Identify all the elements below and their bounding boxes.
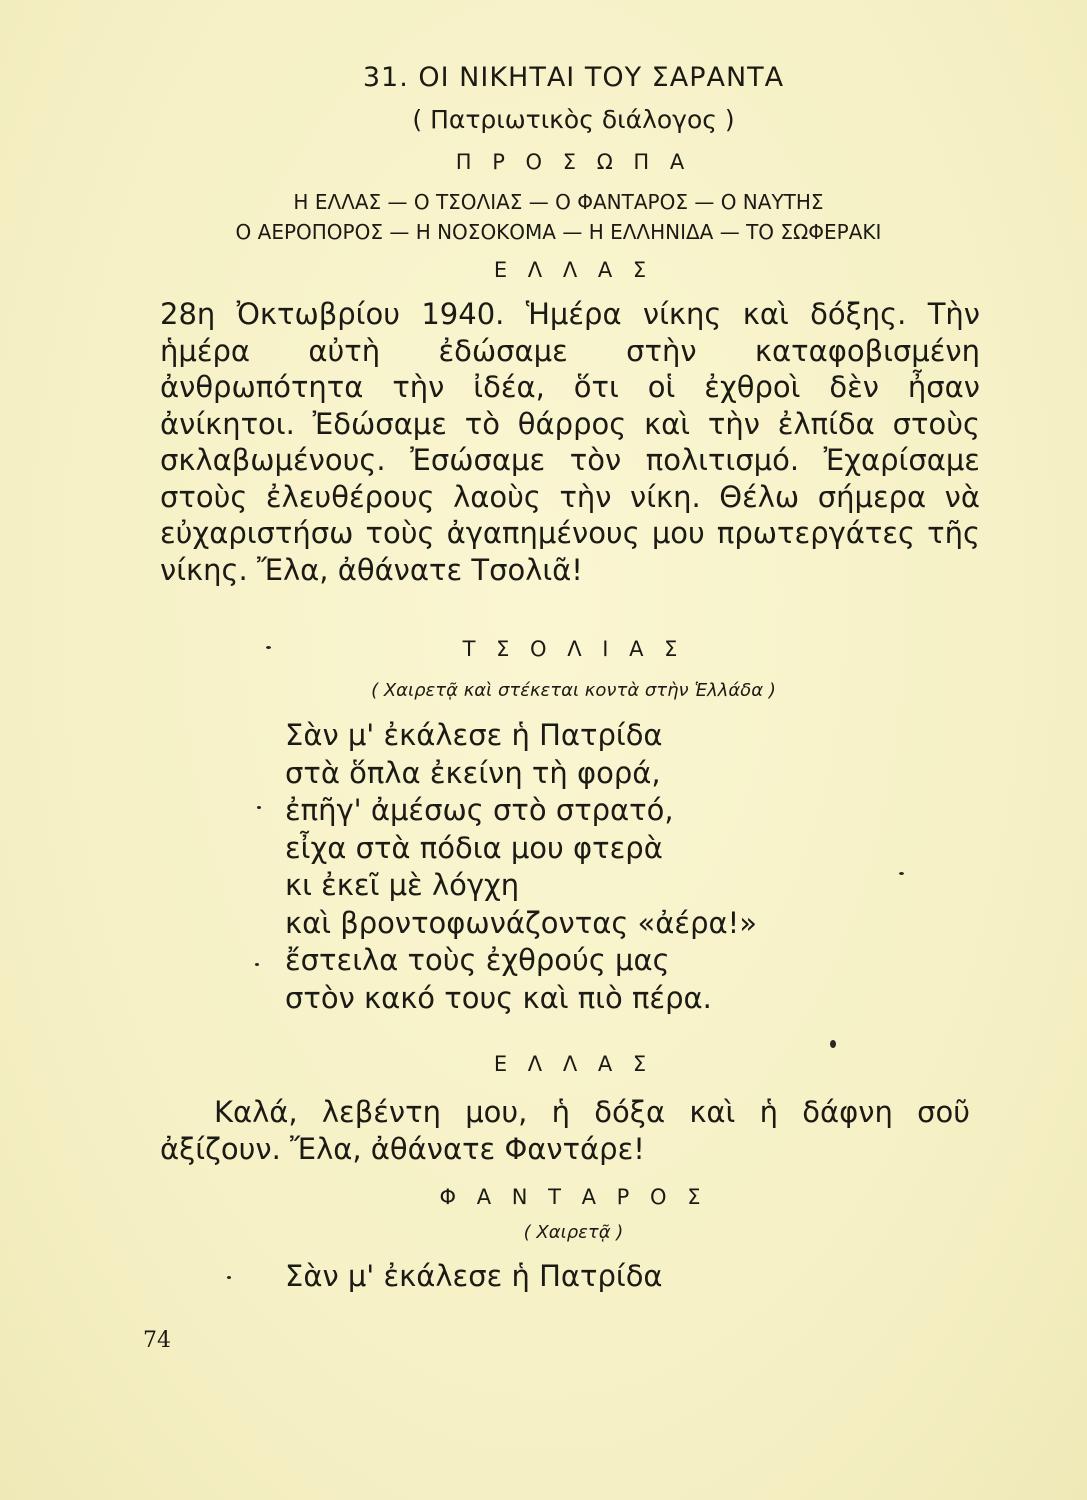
verse-line: στὸν κακό τους καὶ πιὸ πέρα.	[285, 980, 712, 1015]
speaker-heading-ellas-2: Ε Λ Λ Α Σ	[493, 1052, 654, 1076]
verse-line: στὰ ὅπλα ἐκείνη τὴ φορά,	[285, 755, 661, 790]
print-speck	[899, 872, 904, 875]
verse-line: καὶ βροντοφωνάζοντας «ἀέρα!»	[285, 905, 757, 940]
verse-line: Σὰν μ' ἐκάλεσε ἡ Πατρίδα	[285, 718, 663, 752]
stage-direction-fantaros: ( Χαιρετᾷ )	[523, 1222, 624, 1243]
print-speck	[227, 1276, 231, 1279]
verse-line: εἶχα στὰ πόδια μου φτερὰ	[285, 830, 663, 865]
print-speck	[830, 1040, 836, 1048]
speech-ellas-1: 28η Ὀκτωβρίου 1940. Ἡμέρα νίκης καὶ δόξης. Τὴν ἡμέρα αὐτὴ ἐδώσαμε στὴν καταφοβισμένη ἀνθρωπότητα τὴν ἰδέα, ὅτι οἱ ἐχθροὶ δὲν ἦσαν ἀνίκητοι. Ἐδώσαμε τὸ θάρρος καὶ τὴν ἐλπίδα στοὺς σκλαβωμένους. Ἐσώσαμε τὸν πολιτισμό. Ἐχαρίσαμε στοὺς ἐλευθέρους λαοὺς τὴν νίκη. Θέλω σήμερα νὰ εὐχαριστήσω τοὺς ἀγαπημένους μου πρωτεργάτες τῆς νίκης. Ἔλα, ἀθάνατε Τσολιᾶ!	[160, 297, 980, 587]
cast-list-line-2: Ο ΑΕΡΟΠΟΡΟΣ — Η ΝΟΣΟΚΟΜΑ — Η ΕΛΛΗΝΙΔΑ — ΤΟ ΣΩΦΕΡΑΚΙ	[235, 220, 882, 244]
print-speck	[257, 806, 261, 809]
verse-tsolias	[285, 717, 757, 1017]
verse-line: Σὰν μ' ἐκάλεσε ἡ Πατρίδα	[285, 1259, 663, 1293]
verse-line: ἔστειλα τοὺς ἐχθρούς μας	[285, 943, 670, 977]
stage-direction-tsolias: ( Χαιρετᾷ καὶ στέκεται κοντὰ στὴν Ἑλλάδα )	[371, 680, 776, 701]
page-subtitle: ( Πατριωτικὸς διάλογος )	[412, 105, 735, 134]
verse-line: ἐπῆγ' ἀμέσως στὸ στρατό,	[285, 793, 674, 827]
page-title: 31. ΟΙ ΝΙΚΗΤΑΙ ΤΟΥ ΣΑΡΑΝΤΑ	[362, 62, 785, 93]
print-speck	[255, 963, 259, 966]
cast-list-line-1: Η ΕΛΛΑΣ — Ο ΤΣΟΛΙΑΣ — Ο ΦΑΝΤΑΡΟΣ — Ο ΝΑΥΤΗΣ	[293, 190, 824, 214]
verse-fantaros	[285, 1258, 663, 1296]
speech-ellas-2: Καλά, λεβέντη μου, ἡ δόξα καὶ ἡ δάφνη σοῦ ἀξίζουν. Ἔλα, ἀθάνατε Φαντάρε!	[160, 1095, 970, 1166]
speaker-heading-ellas: Ε Λ Λ Α Σ	[493, 258, 654, 282]
page-number: 74	[143, 1328, 171, 1353]
speaker-heading-tsolias: Τ Σ Ο Λ Ι Α Σ	[462, 637, 685, 661]
verse-line: κι ἐκεῖ μὲ λόγχη	[285, 868, 520, 902]
print-speck	[266, 646, 271, 649]
speaker-heading-fantaros: Φ Α Ν Τ Α Ρ Ο Σ	[439, 1185, 708, 1209]
cast-heading: Π Ρ Ο Σ Ω Π Α	[455, 150, 692, 174]
